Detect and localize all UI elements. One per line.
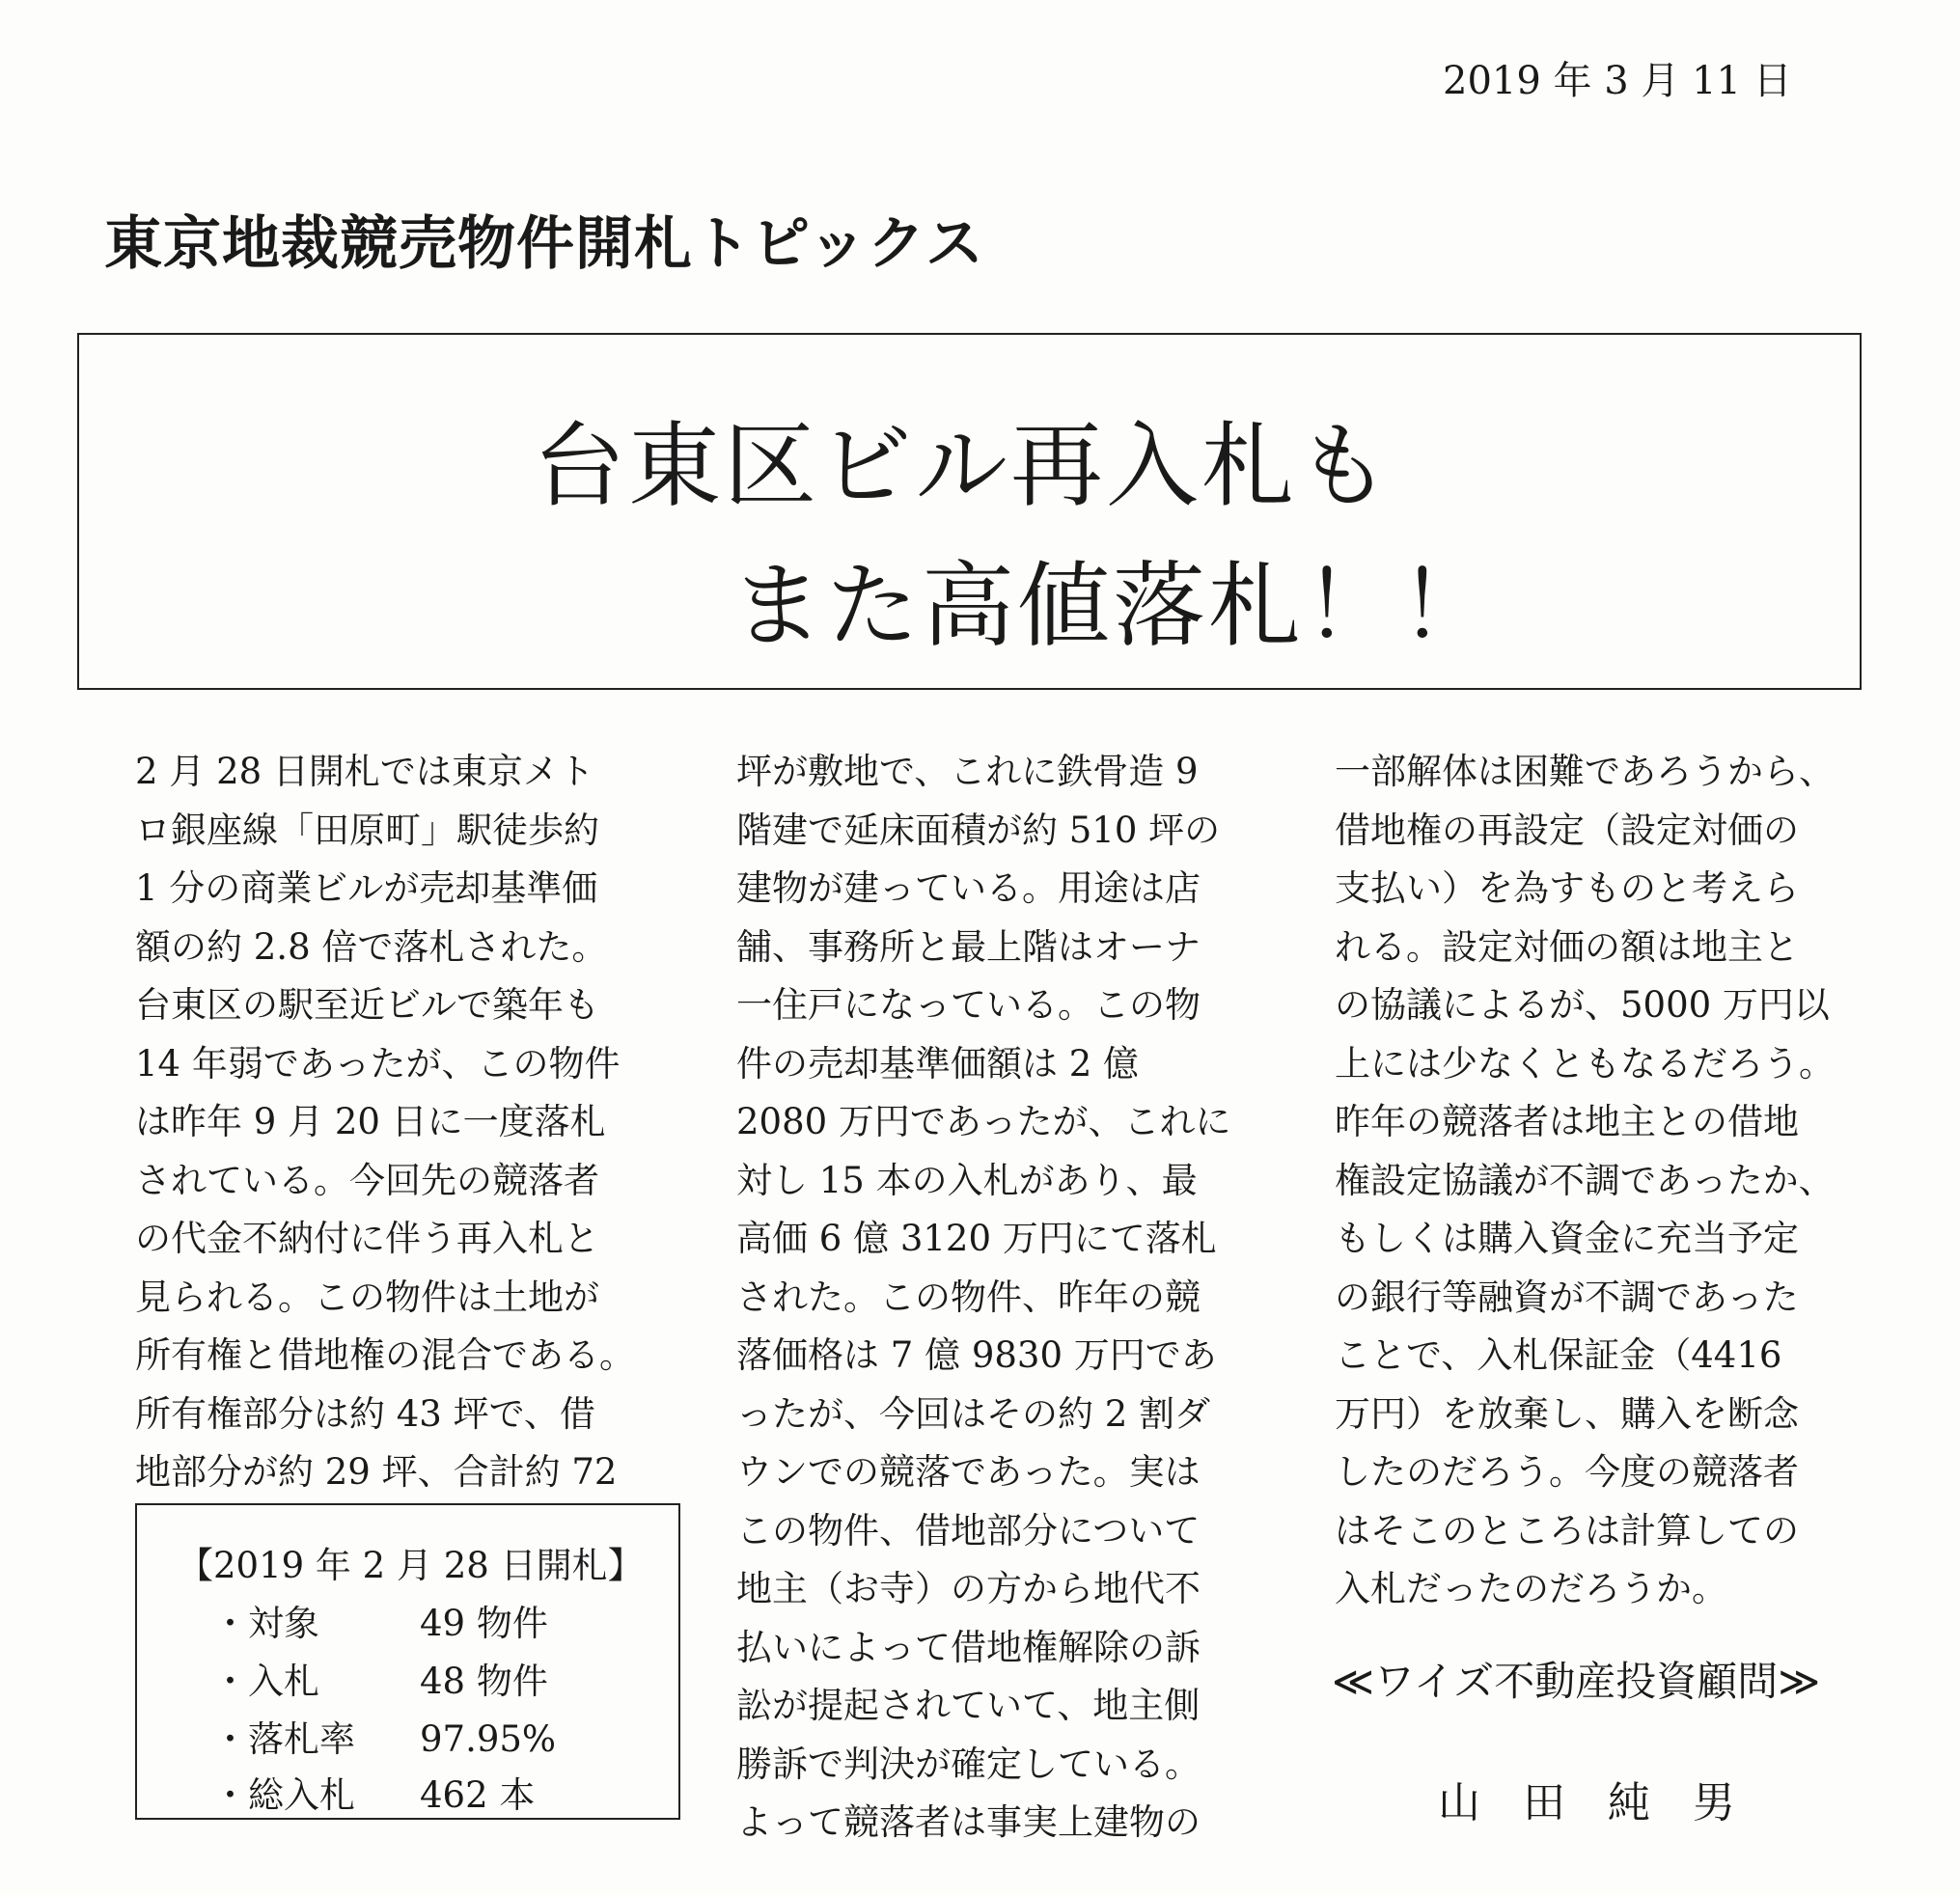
summary-value: 48 物件 bbox=[420, 1661, 548, 1702]
summary-label: ・対象 bbox=[212, 1603, 319, 1644]
summary-title: 【2019 年 2 月 28 日開札】 bbox=[178, 1545, 644, 1586]
text-line: 坪が敷地で、これに鉄骨造 9 bbox=[736, 751, 1199, 792]
summary-row bbox=[212, 1594, 548, 1646]
summary-value: 462 本 bbox=[420, 1774, 536, 1816]
article-column-3 bbox=[1335, 743, 1846, 1619]
text-line: 建物が建っている。用途は店 bbox=[736, 867, 1201, 909]
text-line: 上には少なくともなるだろう。 bbox=[1335, 1042, 1835, 1085]
text-line: の代金不納付に伴う再入札と bbox=[135, 1218, 599, 1259]
text-line: 一住戸になっている。この物 bbox=[736, 984, 1201, 1026]
summary-value: 97.95% bbox=[420, 1718, 557, 1760]
firm-name: ≪ワイズ不動産投資顧問≫ bbox=[1332, 1658, 1821, 1705]
text-line: 1 分の商業ビルが売却基準価 bbox=[135, 867, 598, 909]
text-line: 一部解体は困難であろうから、 bbox=[1335, 751, 1835, 792]
headline-line-2: また高値落札！！ bbox=[731, 552, 1495, 660]
text-line: は昨年 9 月 20 日に一度落札 bbox=[135, 1101, 606, 1142]
text-line: この物件、借地部分について bbox=[736, 1509, 1201, 1552]
summary-row bbox=[212, 1766, 535, 1818]
text-line: ったが、今回はその約 2 割ダ bbox=[736, 1392, 1211, 1435]
text-line: 14 年弱であったが、この物件 bbox=[135, 1042, 621, 1085]
text-line: 借地権の再設定（設定対価の bbox=[1335, 809, 1799, 851]
text-line: 件の売却基準価額は 2 億 bbox=[736, 1042, 1140, 1085]
text-line: ことで、入札保証金（4416 bbox=[1335, 1334, 1782, 1376]
text-line: 所有権と借地権の混合である。 bbox=[135, 1334, 635, 1376]
document-date: 2019 年 3 月 11 日 bbox=[1443, 59, 1792, 103]
article-column-1 bbox=[135, 743, 647, 1502]
text-line: の銀行等融資が不調であった bbox=[1335, 1276, 1799, 1318]
text-line: 対し 15 本の入札があり、最 bbox=[736, 1159, 1198, 1201]
text-line: ウンでの競落であった。実は bbox=[736, 1451, 1201, 1493]
article-column-2 bbox=[736, 743, 1248, 1853]
text-line: ロ銀座線「田原町」駅徒歩約 bbox=[135, 809, 599, 851]
text-line: 高価 6 億 3120 万円にて落札 bbox=[736, 1218, 1217, 1259]
text-line: 所有権部分は約 43 坪で、借 bbox=[135, 1392, 595, 1435]
text-line: 落価格は 7 億 9830 万円であ bbox=[736, 1334, 1217, 1376]
text-line: はそこのところは計算しての bbox=[1335, 1509, 1799, 1552]
text-line: もしくは購入資金に充当予定 bbox=[1335, 1218, 1799, 1259]
text-line: 支払い）を為すものと考えら bbox=[1335, 867, 1799, 909]
text-line: 昨年の競落者は地主との借地 bbox=[1335, 1101, 1799, 1142]
text-line: 見られる。この物件は土地が bbox=[135, 1276, 599, 1318]
text-line: 払いによって借地権解除の訴 bbox=[736, 1626, 1201, 1668]
topic-title: 東京地裁競売物件開札トピックス bbox=[104, 210, 984, 278]
text-line: 階建で延床面積が約 510 坪の bbox=[736, 809, 1221, 851]
text-line: 2080 万円であったが、これに bbox=[736, 1101, 1231, 1142]
text-line: れる。設定対価の額は地主と bbox=[1335, 925, 1799, 968]
headline-box bbox=[77, 333, 1862, 690]
text-line: 2 月 28 日開札では東京メト bbox=[135, 751, 594, 792]
text-line: 権設定協議が不調であったか、 bbox=[1335, 1159, 1835, 1201]
text-line: したのだろう。今度の競落者 bbox=[1335, 1451, 1799, 1493]
summary-row bbox=[212, 1710, 556, 1762]
text-line: 地主（お寺）の方から地代不 bbox=[736, 1568, 1201, 1609]
summary-label: ・入札 bbox=[212, 1661, 319, 1702]
text-line: 額の約 2.8 倍で落札された。 bbox=[135, 925, 608, 968]
text-line: 舗、事務所と最上階はオーナ bbox=[736, 925, 1201, 968]
text-line: 地部分が約 29 坪、合計約 72 bbox=[135, 1451, 618, 1493]
text-line: 台東区の駅至近ビルで築年も bbox=[135, 984, 599, 1026]
auction-summary-box bbox=[135, 1503, 680, 1820]
summary-row bbox=[212, 1652, 548, 1704]
author-name: 山田純男 bbox=[1438, 1778, 1778, 1827]
text-line: 勝訴で判決が確定している。 bbox=[736, 1743, 1201, 1785]
text-line: 訟が提起されていて、地主側 bbox=[736, 1685, 1201, 1726]
text-line: よって競落者は事実上建物の bbox=[736, 1801, 1201, 1843]
summary-label: ・総入札 bbox=[212, 1774, 355, 1816]
summary-value: 49 物件 bbox=[420, 1603, 548, 1644]
text-line: 入札だったのだろうか。 bbox=[1335, 1568, 1727, 1609]
text-line: されている。今回先の競落者 bbox=[135, 1159, 599, 1201]
summary-label: ・落札率 bbox=[212, 1718, 355, 1760]
headline-line-1: 台東区ビル再入札も bbox=[533, 412, 1393, 520]
text-line: 万円）を放棄し、購入を断念 bbox=[1335, 1392, 1799, 1435]
text-line: の協議によるが、5000 万円以 bbox=[1335, 984, 1830, 1026]
text-line: された。この物件、昨年の競 bbox=[736, 1276, 1201, 1318]
